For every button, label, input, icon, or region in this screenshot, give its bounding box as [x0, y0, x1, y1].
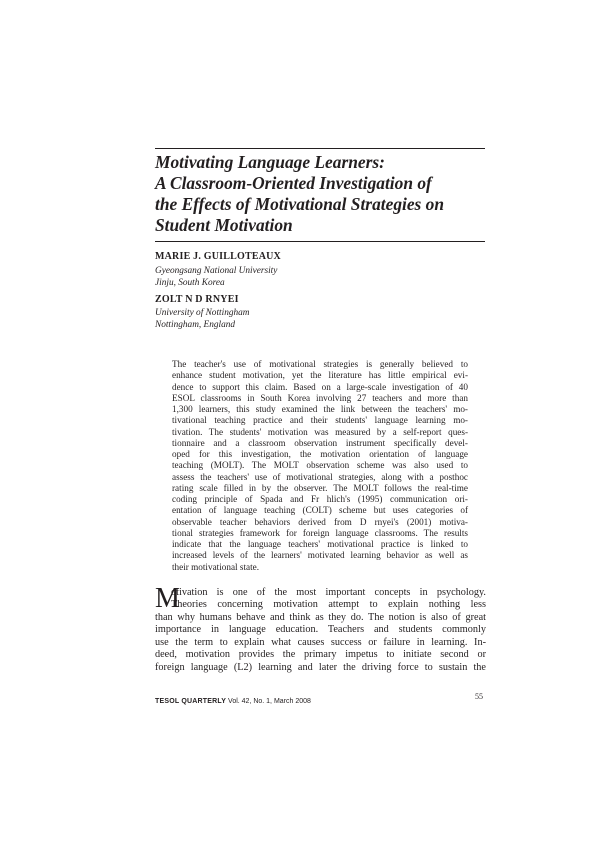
- issue-citation: Vol. 42, No. 1, March 2008: [228, 698, 311, 705]
- abstract-line: dence to support this claim. Based on a large-scale investigation of 40: [172, 381, 468, 392]
- abstract-line: rating scale filled in by the observer. The MOLT follows the real-time: [172, 482, 468, 493]
- author-name-2: ZOLT N D RNYEI: [155, 294, 239, 305]
- article-title: [155, 152, 490, 236]
- body-line: use the term to explain what causes success or failure in learning. In-: [155, 636, 486, 648]
- body-line: deed, motivation provides the primary impetus to initiate second or: [155, 649, 486, 661]
- title-line: A Classroom-Oriented Investigation of: [155, 173, 432, 193]
- abstract-line: entation of language teaching (COLT) scheme but uses categories of: [172, 505, 468, 516]
- abstract-line: tivational teaching practice and their students' language learning mo-: [172, 415, 468, 426]
- abstract-line: 1,300 learners, this study examined the link between the teachers' mo-: [172, 404, 468, 414]
- body-line: than why humans behave and think as they do. The notion is also of great: [155, 611, 486, 623]
- abstract-line: tionnaire and a classroom observation instrument specifically devel-: [172, 437, 468, 448]
- body-line: otivation is one of the most important concepts in psychology.: [171, 587, 486, 598]
- author-1-university: Gyeongsang National University: [155, 266, 278, 276]
- body-text: [155, 583, 486, 674]
- title-top-rule: [155, 148, 485, 149]
- abstract-line: assess the teachers' use of motivational strategies, along with a posthoc: [172, 471, 468, 482]
- abstract-line: teaching (MOLT). The MOLT observation scheme was also used to: [172, 460, 468, 471]
- abstract-line: ESOL classrooms in South Korea involving 27 teachers and more than: [172, 392, 468, 403]
- abstract-line: coding principle of Spada and Fr hlich's (1995) communication ori-: [172, 494, 468, 504]
- title-line: Student Motivation: [155, 215, 293, 235]
- author-2-location: Nottingham, England: [155, 320, 236, 330]
- abstract-line: indicate that the language teachers' motivational practice is linked to: [172, 539, 468, 549]
- journal-name: TESOL QUARTERLY: [155, 698, 227, 705]
- title-line: the Effects of Motivational Strategies on: [155, 194, 445, 214]
- body-line: foreign language (L2) learning and later the driving force to sustain the: [155, 661, 486, 673]
- author-2-university: University of Nottingham: [155, 308, 250, 318]
- abstract-line: oped for this investigation, the motivation orientation of language: [172, 449, 468, 459]
- abstract-line: increased levels of the learners' motivated learning behavior as well as: [172, 550, 468, 561]
- abstract-line: their motivational state.: [172, 561, 260, 572]
- title-bottom-rule: [155, 241, 485, 242]
- page-number: 55: [475, 692, 483, 701]
- author-name-1: MARIE J. GUILLOTEAUX: [155, 251, 281, 262]
- author-1-location: Jinju, South Korea: [155, 278, 225, 288]
- drop-cap: M: [155, 583, 180, 614]
- abstract: [172, 359, 468, 573]
- running-footer: [155, 698, 311, 705]
- body-line: Theories concerning motivation attempt to explain nothing less: [171, 599, 486, 611]
- abstract-line: enhance student motivation, yet the literature has little empirical evi-: [172, 370, 468, 381]
- abstract-line: tivation. The students' motivation was measured by a self-report ques-: [172, 426, 468, 437]
- title-line: Motivating Language Learners:: [155, 152, 385, 172]
- body-line: importance in language education. Teachers and students commonly: [155, 624, 486, 636]
- abstract-line: tional strategies framework for foreign language classrooms. The results: [172, 527, 468, 538]
- abstract-line: observable teacher behaviors derived from D rnyei's (2001) motiva-: [172, 516, 468, 527]
- abstract-line: The teacher's use of motivational strategies is generally believed to: [172, 359, 468, 369]
